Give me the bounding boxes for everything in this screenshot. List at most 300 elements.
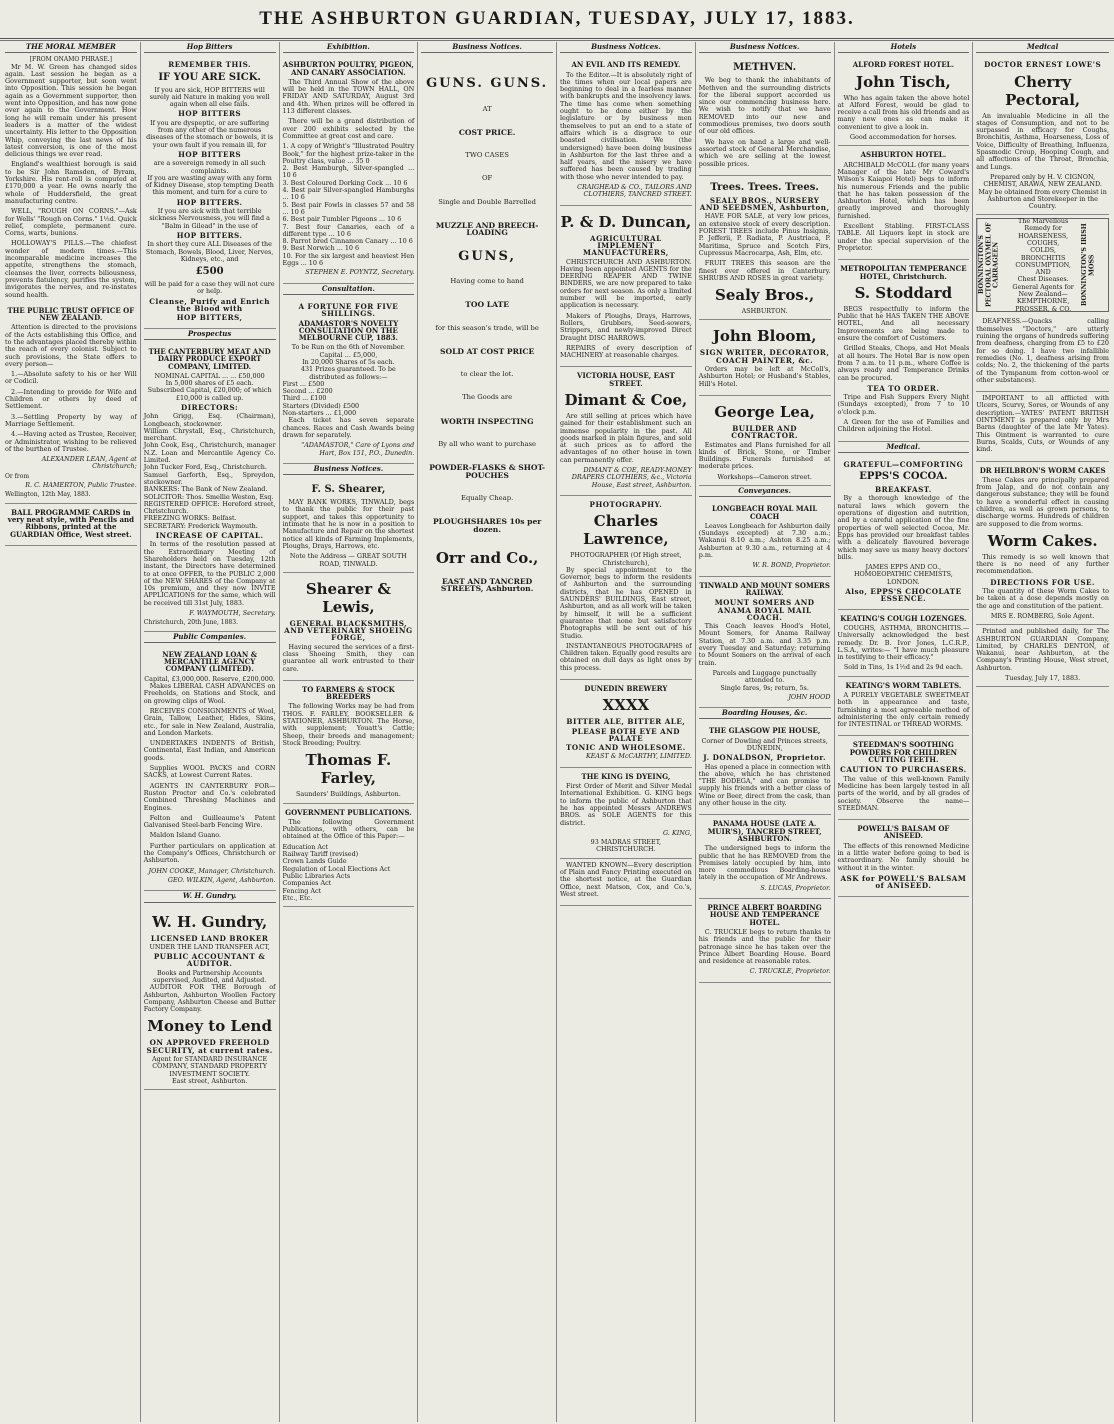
ad-line: John Grigg, Esq. (Chairman), Longbeach, stockowner. [143, 412, 276, 428]
ad-title: REMEMBER THIS. [168, 60, 252, 70]
list-item: Fencing Act [282, 886, 322, 895]
ad-line: will be paid for a case they will not cure or help. [144, 280, 275, 296]
ad-text: HAVE FOR SALE, at very low prices, an extensive stock of every description. FOREST TREES include Pinus Insignis, P. Jefferii, P. Radiata, P. Austriaca, P. Maritima, Spruce and Scotch Firs, Cupressus Macrocarpa, Ash, Elm, etc. [698, 212, 831, 257]
ad-subtitle: CAUTION TO PURCHASERS. [840, 765, 967, 775]
ad-subtitle: MOUNT SOMERS AND ANAMA ROYAL MAIL COACH. [714, 598, 815, 622]
ad-line: Agent for STANDARD INSURANCE COMPANY, STANDARD PROPERTY INVESTMENT SOCIETY. [152, 1055, 268, 1078]
ad-text: Further particulars on application at the Company's Offices, Christchurch or Ashburton. [143, 841, 276, 865]
column-6 [696, 42, 835, 1422]
ad-line: Single and Double Barrelled [438, 197, 537, 206]
ad-text: Who has again taken the above hotel at Alford Forest, would be glad to receive a call from his old friends and as many new ones as can make it convenient to give a look in. [837, 93, 970, 131]
ad-text: Excellent Stabling. FIRST-CLASS TABLE. All Liquors kept in stock are under the special supervision of the Proprietor. [837, 222, 970, 252]
ad-title: TINWALD AND MOUNT SOMERS RAILWAY. [699, 580, 830, 597]
ad-title: P. & D. Duncan, [560, 212, 692, 231]
ad-text: FRUIT TREES this season are the finest ever offered in Canterbury. SHRUBS AND ROSES in great variety. [698, 259, 831, 282]
cherry-pectoral-ad [976, 56, 1109, 215]
column-header: THE MORAL MEMBER [5, 42, 137, 53]
ad-item: 3.—Settling Property by way of Marriage Settlement. [5, 412, 137, 428]
ad-text: Maldon Island Guano. [149, 831, 222, 840]
column-2 [141, 42, 280, 1422]
ad-line: BITTER ALE, BITTER ALE, [566, 717, 686, 727]
epps-cocoa-ad [838, 456, 970, 610]
ad-title: Money to Lend [147, 1017, 272, 1036]
ad-line: 93 MADRAS STREET, CHRISTCHURCH. [590, 838, 662, 854]
ad-item: 1.—Absolute safety to his or her Will or Codicil. [5, 370, 137, 386]
ad-title: Shearer & Lewis, [305, 579, 391, 616]
ad-signature: KEAST & McCARTHY, LIMITED. [585, 752, 692, 761]
section-header: W. H. Gundry. [144, 891, 276, 902]
ad-line: TWO CASES [465, 151, 509, 160]
ad-text: To the Editor.—It is absolutely right of the times when our local papers are beginning to deal in a fearless manner with bankrupts and the insolvency laws. The time has come when something ought to be done either by the legislature or by business men themselves to put an end to a state of affairs which is a disgrace to our boasted civilisation. We (the undersigned) have been doing business in Ashburton for the last three and a half years, and the misery we have suffered has been caused by trading with those who never intended to pay. [560, 70, 692, 181]
ad-line: PLEASE BOTH EYE AND PALATE [571, 726, 680, 743]
list-item: Crown Lands Guide [282, 857, 347, 866]
ad-line: BRONCHITIS [1020, 253, 1066, 262]
ad-title: ASHBURTON HOTEL. [860, 150, 947, 160]
ad-text: This Coach leaves Hood's Hotel, Mount Somers, for Anama Railway Station, at 7.30 a.m. and 3.35 p.m. every Tuesday and Saturday; returning to Mount Somers on the arrival of each train. [698, 622, 831, 667]
ad-title: PANAMA HOUSE (LATE A. MUIR'S), TANCRED STREET, ASHBURTON. [707, 819, 822, 843]
ad-text: WANTED KNOWN—Every description of Plain and Fancy Printing executed on the shortest notice, at the Guardian Office, next Matson, Cox, and Co.'s, West street. [560, 860, 692, 898]
ad-title: Cherry Pectoral, [1005, 72, 1081, 109]
ad-line: ASK for POWELL'S BALSAM of ANISEED. [840, 873, 967, 891]
panama-house-ad [699, 815, 831, 899]
ad-text: First Order of Merit and Silver Medal International Exhibition. G. KING begs to inform the public of Ashburton that he has appointed Messrs ANDREWS BROS. as SOLE AGENTS for this district. [560, 782, 692, 827]
ad-title: GOVERNMENT PUBLICATIONS. [285, 807, 412, 817]
ad-text: BEGS respectfully to inform the Public that he HAS TAKEN THE ABOVE HOTEL, And all necessary Improvements are being made to ensure the comfort of Customers. [837, 304, 970, 343]
farmers-ad [283, 681, 415, 804]
ad-title: DUNEDIN BREWERY [584, 684, 668, 693]
ad-text: ARCHIBALD McCOLL (for many years Manager of the late Mr Coward's Wilson's Kaiapoi Hotel) begs to inform his numerous Friends and the public that he has taken possession of the Ashburton Hotel, which has been greatly improved and thoroughly furnished. [837, 160, 970, 220]
article-paragraph: England's wealthiest borough is said to be Sir John Ramsden, of Byram, Yorkshire. His rent-roll is computed at £170,000 a year. He owns nearly the whole of Huddersfield, the great manufacturing centre. [5, 160, 137, 205]
methven-ad [699, 56, 831, 176]
ad-subtitle: TEA TO ORDER. [867, 383, 940, 393]
ad-subtitle: AGRICULTURAL IMPLEMENT MANUFACTURERS, [582, 233, 669, 258]
ad-line: Chest Diseases. [1017, 275, 1069, 284]
ad-title: STEEDMAN'S SOOTHING POWDERS FOR CHILDREN CUTTING TEETH. [849, 740, 957, 765]
ad-title: TO FARMERS & STOCK BREEDERS [302, 684, 395, 702]
ad-line: POWDER-FLASKS & SHOT-POUCHES [429, 463, 546, 480]
ad-line: TONIC AND WHOLESOME. [566, 743, 686, 753]
section-header: Medical. [838, 442, 970, 453]
ad-title: METHVEN. [733, 62, 797, 74]
ad-title: GUNS, [458, 248, 517, 264]
powell-balsam-ad [838, 820, 970, 896]
ad-signature: C. TRUCKLE, Proprietor. [749, 967, 831, 976]
ad-signature: JOHN COOKE, Manager, Christchurch. [148, 866, 276, 875]
ad-line: PLOUGHSHARES 10s per dozen. [432, 517, 542, 534]
ad-text: Attention is directed to the provisions of the Acts establishing this Office, and to the advantages placed thereby within the reach of every colonist. Subject to such provisions, the State offers to every person— [5, 323, 137, 368]
trees-ad [699, 176, 831, 321]
hop-bitters-ad [144, 56, 276, 328]
column-8 [973, 42, 1112, 1422]
heilbron-worm-ad [976, 462, 1109, 626]
ad-signature: GEO. WILKIN, Agent, Ashburton. [167, 875, 276, 884]
ad-title: GUNS. GUNS. [426, 76, 549, 92]
ad-text: DEAFNESS.—Quacks calling themselves "Doctors," are utterly ruining the organs of hundreds suffering from deafness, charging from £5 to £20 for so doing. I have two infallible remedies (No. 1, deafness arising from colds; No. 2, the thickening of the parts of the Tympanum from cotton-wool or other substances). [976, 317, 1109, 384]
ad-title: THE GLASGOW PIE HOUSE, [708, 726, 821, 736]
ad-text: The value of this well-known Family Medicine has been largely tested in all parts of the world, and by all grades of society. Observe the name—STEEDMAN. [837, 774, 970, 812]
gundry-ad [144, 906, 276, 1091]
ad-line: EAST AND TANCRED STREETS, Ashburton. [440, 577, 534, 594]
ad-title: BALL PROGRAMME CARDS in very neat style, with Pencils and Ribbons, printed at the GUARDIAN Office, West street. [7, 507, 134, 539]
column-header: Business Notices. [421, 42, 553, 53]
ad-date: Christchurch, 20th June, 1883. [143, 619, 238, 627]
ad-text: Leaves Longbeach for Ashburton daily (Sundays excepted) at 7.30 a.m.; Wakanui 8.10 a.m.; Ashton 8.25 a.m.; Ashburton at 9.30 a.m., returning at 4 p.m. [698, 521, 831, 560]
ad-line: GRATEFUL—COMFORTING [843, 459, 964, 469]
prize-line: 7. Best four Canaries, each of a different type ... 10 6 [282, 222, 415, 238]
ad-text: By a thorough knowledge of the natural laws which govern the operations of digestion and nutrition, and by a careful application of the fine properties of well selected Cocoa, Mr. Epps has provided our breakfast tables with a delicately flavoured beverage which may save us many heavy doctors' bills. [837, 494, 970, 561]
ad-signature: STEPHEN E. POYNTZ, Secretary. [305, 268, 415, 277]
ad-text: We beg to thank the inhabitants of Methven and the surrounding districts for the liberal support accorded us since our commencing business here. We wish to notify that we have REMOVED into our new and commodious premises, two doors south of our old offices. [698, 76, 831, 136]
nz-loan-ad [144, 646, 276, 891]
tinwald-coach-ad [699, 577, 831, 708]
imprint-text: Printed and published daily, for The ASHBURTON GUARDIAN Company, Limited, by CHARLES DENTON, of Wakanui, near Ashburton, at the Company's Printing House, West street, Ashburton. [976, 627, 1109, 672]
section-header: Public Companies. [144, 632, 276, 643]
ad-line: HOP BITTERS, [176, 313, 243, 323]
ad-signature: R. C. HAMERTON, Public Trustee. [25, 481, 137, 490]
ad-subtitle: SIGN WRITER, DECORATOR, COACH PAINTER, &c. [699, 348, 830, 365]
poultry-ad [283, 56, 415, 283]
ad-title: LONGBEACH ROYAL MAIL COACH [711, 504, 818, 521]
ad-text: The following Works may be had from THOS. F. FARLEY, BOOKSELLER & STATIONER, ASHBURTON. The Horse, with supplement; Youatt's Cattle; Sheep, their breeds and management; Stock Breeding; Poultry. [282, 702, 415, 747]
ad-line: Single fares, 9s; return, 5s. [720, 683, 809, 692]
ad-line: AT [482, 104, 492, 113]
ad-text: AGENTS IN CANTERBURY FOR— Ruston Proctor and Co.'s celebrated Combined Threshing Machines and Engines. [143, 781, 276, 812]
ad-line: for this season's trade, will be [435, 323, 539, 332]
duncan-ad [560, 206, 692, 368]
ad-line: Note the Address — GREAT SOUTH ROAD, TINWALD. [289, 552, 407, 568]
ad-title: John Tisch, [856, 72, 951, 91]
ad-title: ADAMASTOR'S NOVELTY CONSULTATION ON THE MELBOURNE CUP, 1883. [298, 318, 399, 343]
ad-title: F. S. Shearer, [311, 484, 386, 496]
ad-line: AND [1035, 268, 1051, 277]
ad-line: Parcels and Luggage punctually attended to. [712, 668, 817, 685]
public-trust-ad [5, 302, 137, 504]
article-paragraph: Mr M. W. Green has changed sides again. Last session he began as a Government supporter, but soon went into Opposition. This session he began again as a Government supporter, then went into Opposition, and has now gone over again to the Government. How long he will remain under his present leaders is a matter of the widest uncertainty. His letter to the Opposition Whip, conveying the last news of his latest conversion, is one of the most delicious things we ever read. [5, 62, 137, 159]
ad-title: THE PUBLIC TRUST OFFICE OF NEW ZEALAND. [7, 305, 135, 323]
ad-title: THE KING IS DYEING, [581, 771, 671, 781]
column-3 [280, 42, 419, 1422]
shearer-ad [283, 478, 415, 573]
ad-text: The following Government Publications, with others, can be obtained at the Office of this Paper:— [282, 817, 415, 841]
ad-text: The undersigned begs to inform the public that he has REMOVED from the Premises lately occupied by him, into more commodious Boarding-house lately in the occupation of Mr Andrews. [698, 844, 831, 882]
ad-line: First ... £500 [282, 379, 325, 388]
ad-line: £500 [195, 266, 224, 278]
ad-title: DR HEILBRON'S WORM CAKES [979, 465, 1106, 475]
column-header: Hop Bitters [144, 42, 276, 53]
ad-title: AN EVIL AND ITS REMEDY. [571, 60, 681, 70]
ad-text: IMPORTANT to all afflicted with Ulcers, Scurvy, Sores, or Wounds of any description.—YATES' PATENT BRITISH OINTMENT is prepared only by Mrs Barns (daughter of the late Mr Yates). This Ointment is warranted to cure Burns, Scalds, Cuts, or Wounds of any kind. [976, 394, 1109, 454]
ad-line: DIRECTORS: [181, 402, 239, 412]
ad-line: Starters (Divided) £500 [282, 401, 360, 410]
guns-ad [421, 56, 553, 616]
ad-item: 4.—Having acted as Trustee, Receiver, or Administrator, wishing to be relieved of the burthen of Trustee. [5, 430, 137, 453]
ad-line: Capital ... £5,000, [319, 350, 378, 359]
ad-signature: Prepared only by H. V. CIGNON, CHEMIST, ARAWA, NEW ZEALAND. [983, 172, 1102, 189]
ad-line: If you are wasting away with any form of Kidney Disease, stop tempting Death this moment, and turn for a cure to [145, 173, 274, 197]
dyeing-ad [560, 768, 692, 859]
ad-text: Grilled Steaks, Chops, and Hot Meals at all hours. The Hotel Bar is now open from 7 a.m. to 11 p.m., where Coffee is always ready and Temperance Drinks can be procured. [837, 344, 970, 382]
ad-line: Second ... £200 [282, 387, 333, 396]
list-item: Companies Act [282, 879, 332, 888]
article-paragraph: HOLLOWAY'S PILLS.—The chiefest wonder of modern times.—This incomparable medicine increases the appetite, strengthens the stomach, cleanses the liver, corrects biliousness, prevents flatulency, purifies the system, invigorates the nerves, and re-instates sound health. [5, 239, 137, 299]
ad-line: HOP BITTERS [178, 149, 242, 159]
ad-text: The effects of this renowned Medicine in a little water before going to bed is extraordinary. No family should be without it in the winter. [837, 841, 970, 872]
ad-text: The quantity of these Worm Cakes to be taken at a dose depends mostly on the age and constitution of the patient. [976, 587, 1109, 610]
prize-line: 9. Best Norwich ... 10 6 [282, 244, 360, 253]
adamastor-ad [283, 298, 415, 464]
ad-text: By special appointment to the Governor, begs to inform the residents of Ashburton and the surrounding districts, that he has OPENED in SAUNDERS' BUILDINGS, East street, Ashburton, and as all work will be taken by himself, it will be a sufficient guarantee that none but satisfactory Photographs will be sent out of his Studio. [560, 565, 692, 640]
prize-line: 4. Best pair Silver-spangled Hamburghs ... 10 6 [282, 186, 415, 202]
longbeach-coach-ad [699, 500, 831, 576]
ad-line: Having come to hand [450, 276, 524, 285]
masthead: THE ASHBURTON GUARDIAN, TUESDAY, JULY 17, 1883. [0, 0, 1114, 39]
column-7 [835, 42, 974, 1422]
ad-line: The Goods are [462, 393, 513, 402]
ad-title: Dimant & Coe, [564, 390, 688, 409]
ad-signature: W. R. BOND, Proprietor. [752, 561, 831, 570]
ad-title: George Lea, [714, 402, 815, 421]
ad-line: Also, EPPS'S CHOCOLATE ESSENCE. [845, 587, 962, 604]
ad-line: John Cook, Esq., Christchurch, manager N.Z. Loan and Mercantile Agency Co. Limited. [143, 441, 276, 465]
ad-title: Thomas F. Farley, [305, 751, 392, 788]
ad-line: Sold in Tins, 1s 1½d and 2s 9d each. [843, 663, 963, 672]
ad-text: Makers of Ploughs, Drays, Harrows, Rollers, Grubbers, Seed-sowers, Strippers, and newly-improved Direct Draught DISC HARROWS. [560, 311, 692, 342]
ad-text: Each ticket has seven separate chances. Races and Cash Awards being drawn for separately. [282, 416, 415, 439]
masthead-rule [0, 40, 1114, 41]
article-paragraph: WELL, "ROUGH ON CORNS."—Ask for Wells' "Rough on Corns." 1½d. Quick relief, complete, permanent cure. Corns, warts, bunions. [5, 207, 137, 238]
section-header: Consultation. [283, 284, 415, 295]
ad-line: Capital, £3,000,000. Reserve, £200,000. [144, 674, 275, 683]
ad-line: COUGHS, [1026, 238, 1060, 247]
ad-line: Non-starters ... £1,000 [282, 409, 357, 418]
ad-subtitle: BUILDER AND CONTRACTOR. [731, 423, 798, 441]
ad-line: Saunders' Buildings, Ashburton. [295, 790, 401, 799]
photography-ad [560, 496, 692, 680]
ad-signature: JOHN HOOD [788, 692, 831, 701]
list-item: Etc., Etc. [282, 893, 313, 902]
ad-title: KEATING'S COUGH LOZENGES. [840, 613, 967, 623]
list-item: Education Act [282, 842, 329, 851]
ad-text: Orders may be left at McColl's, Ashburton Hotel; or Husband's Stables, Hill's Hotel. [698, 365, 831, 388]
ad-line: UNDER THE LAND TRANSFER ACT, [149, 942, 270, 951]
ad-line: are a sovereign remedy in all such complaints. [153, 159, 266, 175]
ad-title: S. Stoddard [854, 283, 953, 302]
ad-line: Samuel Garforth, Esq., Spreydon, stockowner. [143, 470, 276, 486]
ad-text: Are still selling at prices which have gained for their establishment such an immense popularity in the past. All goods marked in plain figures, and sold at such prices as to afford the advantages of no other house in town can permanently offer. [560, 411, 692, 464]
ad-signature: JAMES EPPS AND CO., HOMOEOPATHIC CHEMISTS, LONDON. [853, 563, 953, 586]
pie-house-ad [699, 722, 831, 815]
lea-ad [699, 396, 831, 486]
list-item: Railway Tariff (revised) [282, 850, 359, 859]
ad-line: Good accommodation for horses. [849, 133, 957, 142]
ad-line: CONSUMPTION, [1015, 260, 1071, 269]
ad-line: HOP BITTERS. [176, 230, 243, 240]
ad-title: THE CANTERBURY MEAT AND DAIRY PRODUCE EXPORT COMPANY, LIMITED. [148, 346, 271, 371]
ad-title: PRINCE ALBERT BOARDING HOUSE AND TEMPERANCE HOTEL. [707, 903, 822, 927]
ad-line: Subscribed Capital, £20,000; of which £10,000 is called up. [147, 386, 272, 402]
ad-text: COUGHS, ASTHMA, BRONCHITIS.— Universally acknowledged the best remedy. Dr. B. Ivor Jones, L.C.R.P., L.S.A., writes:— "I have much pleasure in testifying to their efficacy." [837, 623, 970, 662]
ad-title: POWELL'S BALSAM OF ANISEED. [857, 824, 950, 841]
ad-line: SOLD AT COST PRICE [439, 346, 535, 356]
ad-text: C. TRUCKLE begs to return thanks to his friends and the public for their patronage since he has taken over the Prince Albert Boarding House. Board and residence at reasonable rates. [698, 927, 831, 966]
ad-text: CHRISTCHURCH AND ASHBURTON. Having been appointed AGENTS for the DEERING REAPER AND TWINE BINDERS, we are now prepared to take orders for next season. As only a limited number will be imported, early application is necessary. [560, 257, 692, 310]
ad-line: COLDS, [1030, 246, 1056, 255]
ad-subtitle: SEALY BROS., NURSERY AND SEEDSMEN, Ashburton, [699, 195, 830, 213]
keating-lozenges-ad [838, 610, 970, 677]
ad-text: Tripe and Fish Suppers Every Night (Sundays excepted), from 7 to 10 o'clock p.m. [837, 393, 970, 416]
section-header: Conveyances. [699, 486, 831, 497]
ad-title: ASHBURTON POULTRY, PIGEON, AND CANARY ASSOCIATION. [282, 60, 414, 77]
ad-title: EPPS'S COCOA. [859, 471, 948, 483]
ad-line: By all who want to purchase [438, 440, 537, 449]
ad-line: to clear the lot. [460, 370, 514, 379]
ad-line: In 20,000 Shares of 5s each. [302, 357, 395, 366]
ad-center [1006, 219, 1081, 311]
ad-text: There will be a grand distribution of over 200 exhibits selected by the Committee at great cost and care. [282, 117, 415, 140]
ad-text: MAY BANK WORKS, TINWALD, begs to thank the public for their past support, and takes this opportunity to intimate that he is now in a position to Manufacture and Repair on the shortest notice all kinds of Farming Implements, Ploughs, Drays, Harrows, etc. [282, 498, 415, 550]
ad-text: Or from [5, 472, 30, 480]
ad-title: KEATING'S WORM TABLETS. [845, 680, 962, 690]
ad-text: Estimates and Plans furnished for all kinds of Brick, Stone, or Timber Buildings. Funerals furnished at moderate prices. [698, 440, 831, 471]
ad-text: Makes LIBERAL CASH ADVANCES on Freeholds, on Stations and Stock, and on growing clips of Wool. [143, 682, 276, 705]
prize-line: 6. Best pair Tumbler Pigeons ... 10 6 [282, 215, 402, 224]
ad-text: RECEIVES CONSIGNMENTS of Wool, Grain, Tallow, Leather, Hides, Skins, etc., for sale in New Zealand, Australia, and London Markets. [143, 706, 276, 737]
ad-line: May be obtained from every Chemist in Ashburton and Storekeeper in the Country. [978, 187, 1107, 211]
list-item: Public Libraries Acts [282, 871, 351, 880]
ad-line: HOP BITTERS. [176, 197, 243, 207]
ad-subtitle: GENERAL BLACKSMITHS, AND VETERINARY SHOEING FORGE, [284, 618, 413, 643]
ad-line: If you are sick with that terrible sickness Nervousness, you will find a "Balm in Gilead" in the use of [149, 207, 270, 230]
ad-signature: "ADAMASTOR," Care of Lyons and Hart, Box 151, P.O., Dunedin. [301, 441, 415, 457]
imprint-date: Tuesday, July 17, 1883. [1005, 674, 1081, 683]
ad-line: BREAKFAST. [875, 485, 932, 495]
ad-line: General Agents for New Zealand— [1012, 282, 1074, 298]
ad-text: These Cakes are principally prepared from Jalap, and do not contain any dangerous substance; they will be found to have a wonderful effect in causing children, as well as grown persons, to discharge worms. Hundreds of children are supposed to die from worms. [976, 475, 1109, 528]
ad-line: HOARSENESS, [1018, 231, 1069, 240]
evil-remedy-ad [560, 56, 692, 205]
ad-signature: G. KING, [663, 828, 692, 837]
ad-text: We have on hand a large and well-assorted stock of General Merchandise, which we are selling at the lowest possible prices. [698, 137, 831, 168]
article-source: [FROM ONAMO PHRASE.] [29, 56, 113, 64]
ad-line: Corner of Dowling and Princes streets, DUNEDIN, [701, 736, 828, 752]
ad-line: PUBLIC ACCOUNTANT & AUDITOR. [153, 952, 266, 969]
ad-line: William Chrystall, Esq., Christchurch, merchant. [143, 426, 276, 443]
ad-text: A PURELY VEGETABLE SWEETMEAT both in appearance and taste, furnishing a most agreeable method of administering the only certain remedy for INTESTINAL or THREAD WORMS. [837, 691, 970, 729]
victoria-house-ad [560, 367, 692, 496]
bonnington-ad [976, 218, 1109, 312]
canterbury-meat-ad [144, 343, 276, 632]
alford-forest-ad [838, 56, 970, 146]
ad-signature: MRS E. ROMBERG, Sole Agent. [990, 611, 1095, 620]
section-header: Business Notices. [283, 464, 415, 475]
ad-signature: CRAIGHEAD & CO., TAILORS AND CLOTHIERS, TANCRED STREET. [577, 183, 692, 199]
government-publications-ad [283, 804, 415, 908]
ad-line: In short they cure ALL Diseases of the Stomach, Bowels, Blood, Liver, Nerves, Kidneys, etc., and [145, 240, 274, 263]
ad-title: VICTORIA HOUSE, EAST STREET. [577, 371, 675, 388]
ad-title: NEW ZEALAND LOAN & MERCANTILE AGENCY COMPANY (LIMITED). [162, 649, 258, 674]
ad-line: Equally Cheap. [460, 493, 514, 502]
ad-text: Felton and Guilleaume's Patent Galvanised Steel-barb Fencing Wire. [143, 813, 276, 830]
ad-text: A Green for the use of Families and Children adjoining the Hotel. [837, 417, 970, 434]
ad-signature: F. WAYMOUTH, Secretary. [189, 609, 276, 617]
prize-line: 3. Best Coloured Dorking Cock ... 10 6 [282, 178, 408, 187]
list-item: Regulation of Local Elections Act [282, 864, 391, 873]
ad-line: BANKERS: The Bank of New Zealand. [143, 485, 268, 494]
column-5 [557, 42, 696, 1422]
prize-line: 8. Parrot bred Cinnamon Canary ... 10 6 [282, 237, 413, 246]
column-1 [2, 42, 141, 1422]
ad-title: Orr and Co., [435, 548, 539, 567]
ad-line: To be Run on the 6th of November. [291, 343, 406, 352]
shearer-lewis-ad [283, 573, 415, 681]
yates-ointment-ad [976, 392, 1109, 461]
ad-text: UNDERTAKES INDENTS of British, Continental, East Indian, and American goods. [143, 739, 276, 762]
steedman-ad [838, 736, 970, 820]
ad-line: HOP BITTERS [178, 109, 242, 119]
ad-line: TOO LATE [465, 300, 510, 310]
ad-title: Sealy Bros., [715, 286, 815, 305]
keating-worm-ad [838, 677, 970, 737]
prize-line: 10. For the six largest and heaviest Hen Eggs ... 10 6 [282, 251, 415, 268]
prize-line: 5. Best pair Fowls in classes 57 and 58 ... 10 6 [282, 200, 415, 216]
ad-line: SECRETARY: Frederick Waymouth. [143, 521, 258, 530]
ad-line: DOCTOR ERNEST LOWE'S [984, 60, 1102, 70]
column-header: Business Notices. [560, 42, 692, 53]
prize-line: 1. A copy of Wright's "Illustrated Poultry Book," for the highest prize-taker in the Poultry class, value ... 35 0 [282, 142, 415, 165]
ad-title: Charles Lawrence, [583, 512, 669, 549]
ad-title: ALFORD FOREST HOTEL. [852, 60, 955, 70]
brewery-ad [560, 680, 692, 768]
ad-line: OF [481, 174, 493, 183]
ad-subtitle: LICENSED LAND BROKER [150, 933, 269, 943]
ad-text: This remedy is so well known that there is no need of any further recommendation. [976, 552, 1109, 576]
column-header: Hotels [838, 42, 970, 53]
ad-line: J. DONALDSON, Proprietor. [703, 753, 826, 763]
imprint [976, 625, 1109, 687]
wanted-ad [560, 859, 692, 906]
ad-text: Having secured the services of a first-class Shoeing Smith, they can guarantee all work entrusted to their care. [282, 642, 415, 673]
ad-text: INSTANTANEOUS PHOTOGRAPHS of Children taken. Equally good results are obtained on dull days as light ones by this process. [560, 641, 692, 672]
ad-text: Has opened a place in connection with the above, which he has christened "THE BODEGA," and can promise to supply his friends with a better class of Wine or Beer, direct from the cask, than any other house in the city. [698, 762, 831, 808]
deafness-ad [976, 315, 1109, 392]
metropolitan-hotel-ad [838, 260, 970, 441]
ad-line: NOMINAL CAPITAL ... ... £50,000 [154, 371, 265, 380]
ad-line: 431 Prizes guaranteed. To be distributed as follows:— [300, 365, 396, 381]
ad-text: REPAIRS of every description of MACHINERY at reasonable charges. [560, 343, 692, 360]
ad-title: XXXX [602, 696, 650, 715]
ashburton-hotel-ad [838, 146, 970, 260]
ad-line: Cleanse, Purify and Enrich the Blood with [149, 296, 270, 314]
bloom-ad [699, 320, 831, 395]
ad-line: ASHBURTON. [741, 307, 788, 316]
ad-line: Workshops—Cameron street. [717, 472, 812, 481]
ad-title: A FORTUNE FOR FIVE SHILLINGS. [298, 301, 399, 319]
section-header: Prospectus [144, 329, 276, 340]
column-header: Business Notices. [699, 42, 831, 53]
prize-line: 2. Best Hamburgh, Silver-spangled ... 10 6 [282, 164, 415, 180]
ad-line: FREEZING WORKS: Belfast. [143, 514, 237, 523]
column-header: Exhibition. [283, 42, 415, 53]
ad-signature: ALEXANDER LEAN, Agent at Christchurch; [41, 455, 137, 471]
ad-line: In 5,000 shares of £5 each. [165, 379, 254, 388]
ad-title: IF YOU ARE SICK. [158, 71, 261, 83]
ad-line: If you are sick, HOP BITTERS will surely aid Nature in making you well again when all else fails. [149, 85, 270, 109]
ad-title: W. H. Gundry, [152, 912, 268, 931]
ad-line: COST PRICE. [458, 127, 516, 137]
ad-title: Trees. Trees. Trees. [710, 181, 819, 193]
ad-subtitle: DIRECTIONS FOR USE. [990, 577, 1096, 587]
ball-cards-ad [5, 504, 137, 546]
